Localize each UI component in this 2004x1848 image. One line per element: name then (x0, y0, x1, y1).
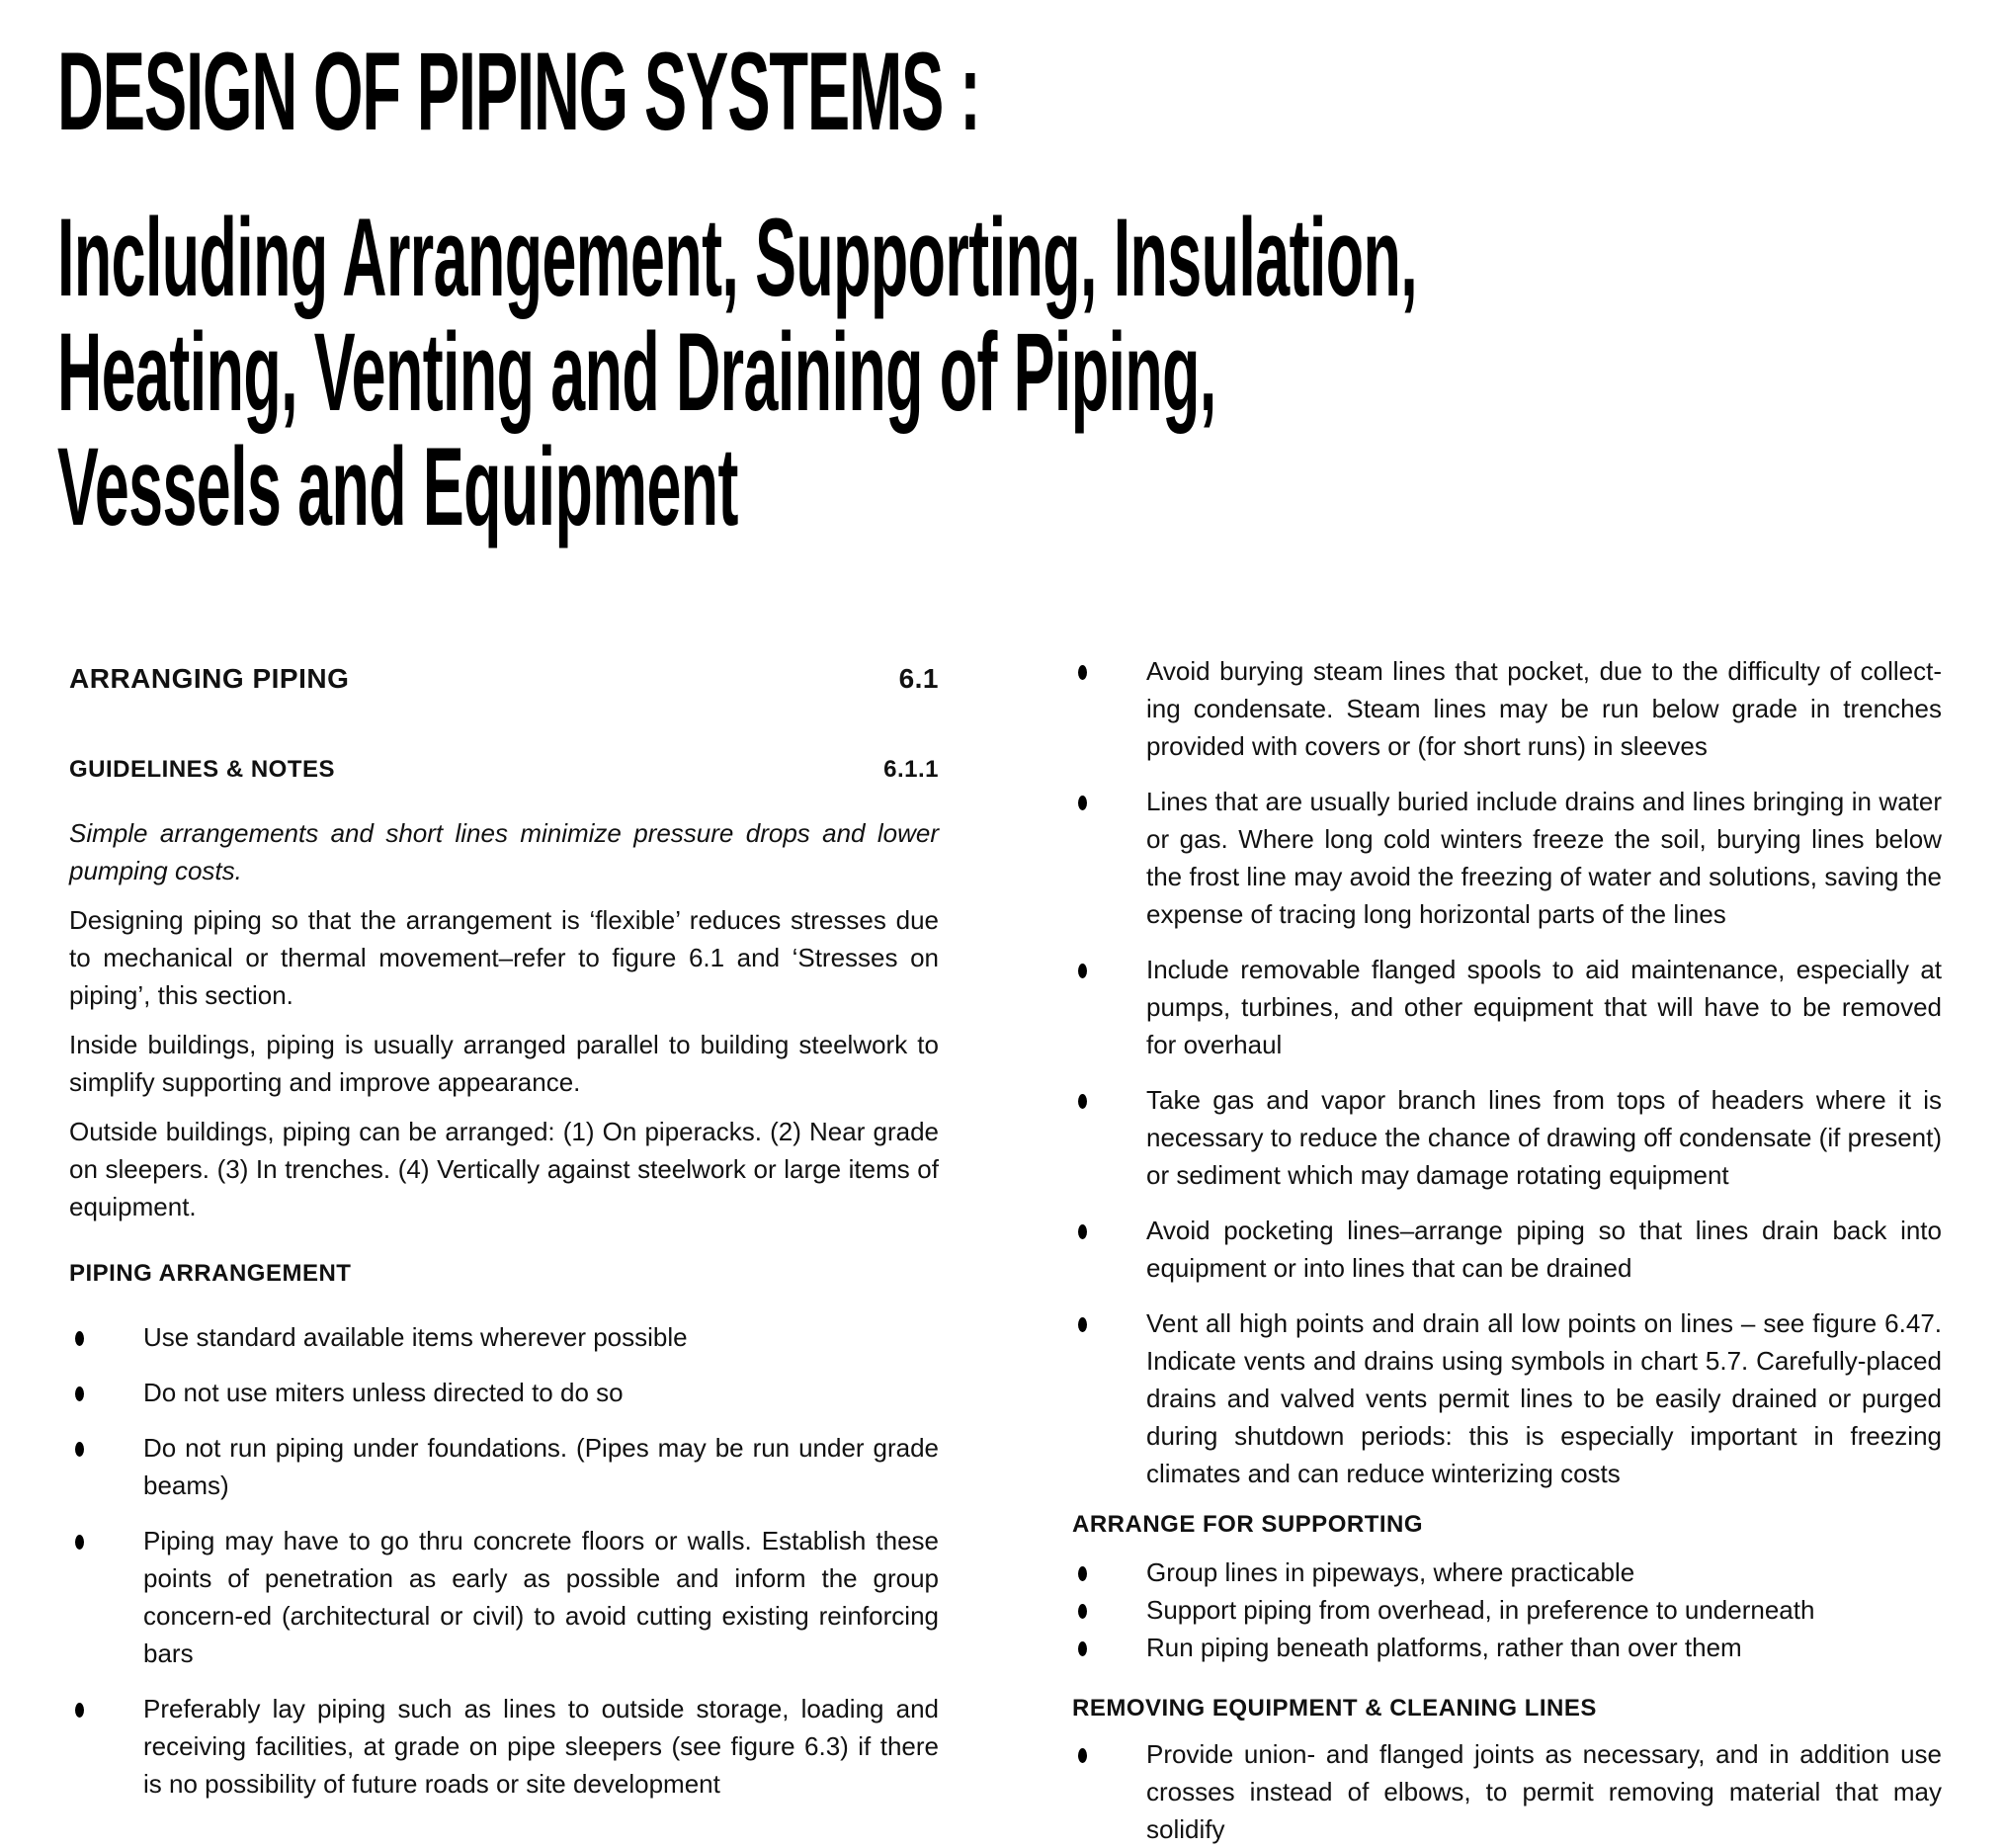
list-item (1072, 1554, 1942, 1591)
bullet-icon (1078, 796, 1087, 810)
removing-equipment-heading (1072, 1690, 1942, 1727)
list-item-text: Avoid burying steam lines that pocket, due to the difficulty of collect-ing condensate. Steam lines may be run below grade in trenches provided with covers or (for short runs) in sleeves (1146, 656, 1942, 761)
list-item (69, 1429, 939, 1504)
list-item (1072, 1735, 1942, 1848)
list-item (69, 1690, 939, 1803)
bullet-icon (75, 1331, 84, 1346)
heading-label: PIPING ARRANGEMENT (69, 1260, 352, 1287)
list-item-text: Avoid pocketing lines–arrange piping so that lines drain back into equipment or into lines that can be drained (1146, 1216, 1942, 1283)
list-item-text: Lines that are usually buried include drains and lines bringing in water or gas. Where long cold winters freeze the soil, burying lines below the frost line may avoid the freezing of water and solutions, saving the expense of tracing long horizontal parts of the lines (1146, 787, 1942, 929)
bullet-icon (75, 1386, 84, 1401)
list-item-text: Support piping from overhead, in preference to underneath (1146, 1595, 1815, 1625)
list-item (1072, 652, 1942, 765)
bullet-icon (1078, 1094, 1087, 1109)
list-item-text: Group lines in pipeways, where practicable (1146, 1557, 1635, 1587)
list-item (69, 1374, 939, 1411)
list-item-text: Piping may have to go thru concrete floors or walls. Establish these points of penetration as early as possible and inform the group concern-ed (architectural or civil) to avoid cutting existing reinforcing bars (143, 1526, 939, 1668)
list-item-text: Vent all high points and drain all low points on lines – see figure 6.47. Indicate vents and drains using symbols in chart 5.7. Carefully-placed drains and valved vents permit lines to be easily drained or purged during shutdown periods: this is especially important in freezing climates and can reduce winterizing costs (1146, 1308, 1942, 1488)
section-label: ARRANGING PIPING (69, 663, 350, 694)
list-item-text: Preferably lay piping such as lines to outside storage, loading and receiving facilities, at grade on pipe sleepers (see figure 6.3) if there is no possibility of future roads or site development (143, 1694, 939, 1799)
title-line-1: DESIGN OF PIPING SYSTEMS : (57, 30, 980, 153)
title-line-4: Vessels and Equipment (57, 425, 738, 548)
list-item (1072, 951, 1942, 1063)
piping-arrangement-heading (69, 1255, 939, 1293)
list-item-text: Provide union- and flanged joints as necessary, and in addition use crosses instead of elbows, to permit removing material that may solidify (1146, 1739, 1942, 1844)
title-line-3: Heating, Venting and Draining of Piping, (57, 310, 1216, 434)
list-item (69, 1318, 939, 1356)
paragraph: Designing piping so that the arrangement is ‘flexible’ reduces stresses due to mechanical or thermal movement–refer to figure 6.1 and ‘Stresses on piping’, this section. (69, 905, 939, 1010)
bullet-icon (1078, 1317, 1087, 1332)
bullet-icon (1078, 1641, 1087, 1656)
paragraph: Outside buildings, piping can be arranged: (1) On piperacks. (2) Near grade on sleepers. (3) In trenches. (4) Vertically against steelwork or large items of equipment. (69, 1117, 939, 1221)
subsection-heading (69, 751, 939, 789)
list-item (1072, 1591, 1942, 1629)
heading-label: REMOVING EQUIPMENT & CLEANING LINES (1072, 1695, 1597, 1722)
list-item-text: Include removable flanged spools to aid maintenance, especially at pumps, turbines, and other equipment that will have to be removed for overhaul (1146, 955, 1942, 1059)
paragraph: Inside buildings, piping is usually arranged parallel to building steelwork to simplify supporting and improve appearance. (69, 1030, 939, 1097)
bullet-icon (75, 1535, 84, 1550)
heading-label: ARRANGE FOR SUPPORTING (1072, 1511, 1424, 1538)
list-item (1072, 1304, 1942, 1492)
section-number: 6.1 (898, 663, 939, 694)
subsection-label: GUIDELINES & NOTES (69, 756, 336, 783)
subsection-number: 6.1.1 (883, 756, 939, 783)
bullet-icon (1078, 1604, 1087, 1619)
list-item-text: Do not run piping under foundations. (Pipes may be run under grade beams) (143, 1433, 939, 1500)
arrange-for-supporting-heading (1072, 1506, 1942, 1544)
title-line-2: Including Arrangement, Supporting, Insulation, (57, 196, 1418, 319)
bullet-icon (1078, 1224, 1087, 1239)
bullet-icon (1078, 964, 1087, 978)
right-column (1072, 652, 1942, 1848)
list-item-text: Do not use miters unless directed to do so (143, 1378, 624, 1407)
bullet-icon (1078, 1748, 1087, 1763)
list-item (1072, 1081, 1942, 1194)
list-item-text: Run piping beneath platforms, rather than over them (1146, 1633, 1742, 1662)
bullet-icon (1078, 1566, 1087, 1581)
bullet-icon (75, 1703, 84, 1718)
left-column (69, 652, 939, 1803)
bullet-icon (1078, 665, 1087, 680)
section-heading (69, 660, 939, 698)
list-item (1072, 783, 1942, 933)
list-item (69, 1522, 939, 1672)
bullet-icon (75, 1442, 84, 1457)
list-item (1072, 1212, 1942, 1287)
list-item (1072, 1629, 1942, 1666)
list-item-text: Use standard available items wherever possible (143, 1322, 688, 1352)
intro-paragraph: Simple arrangements and short lines minimize pressure drops and lower pumping costs. (69, 818, 939, 885)
list-item-text: Take gas and vapor branch lines from tops of headers where it is necessary to reduce the chance of drawing off condensate (if present) or sediment which may damage rotating equipment (1146, 1085, 1942, 1190)
